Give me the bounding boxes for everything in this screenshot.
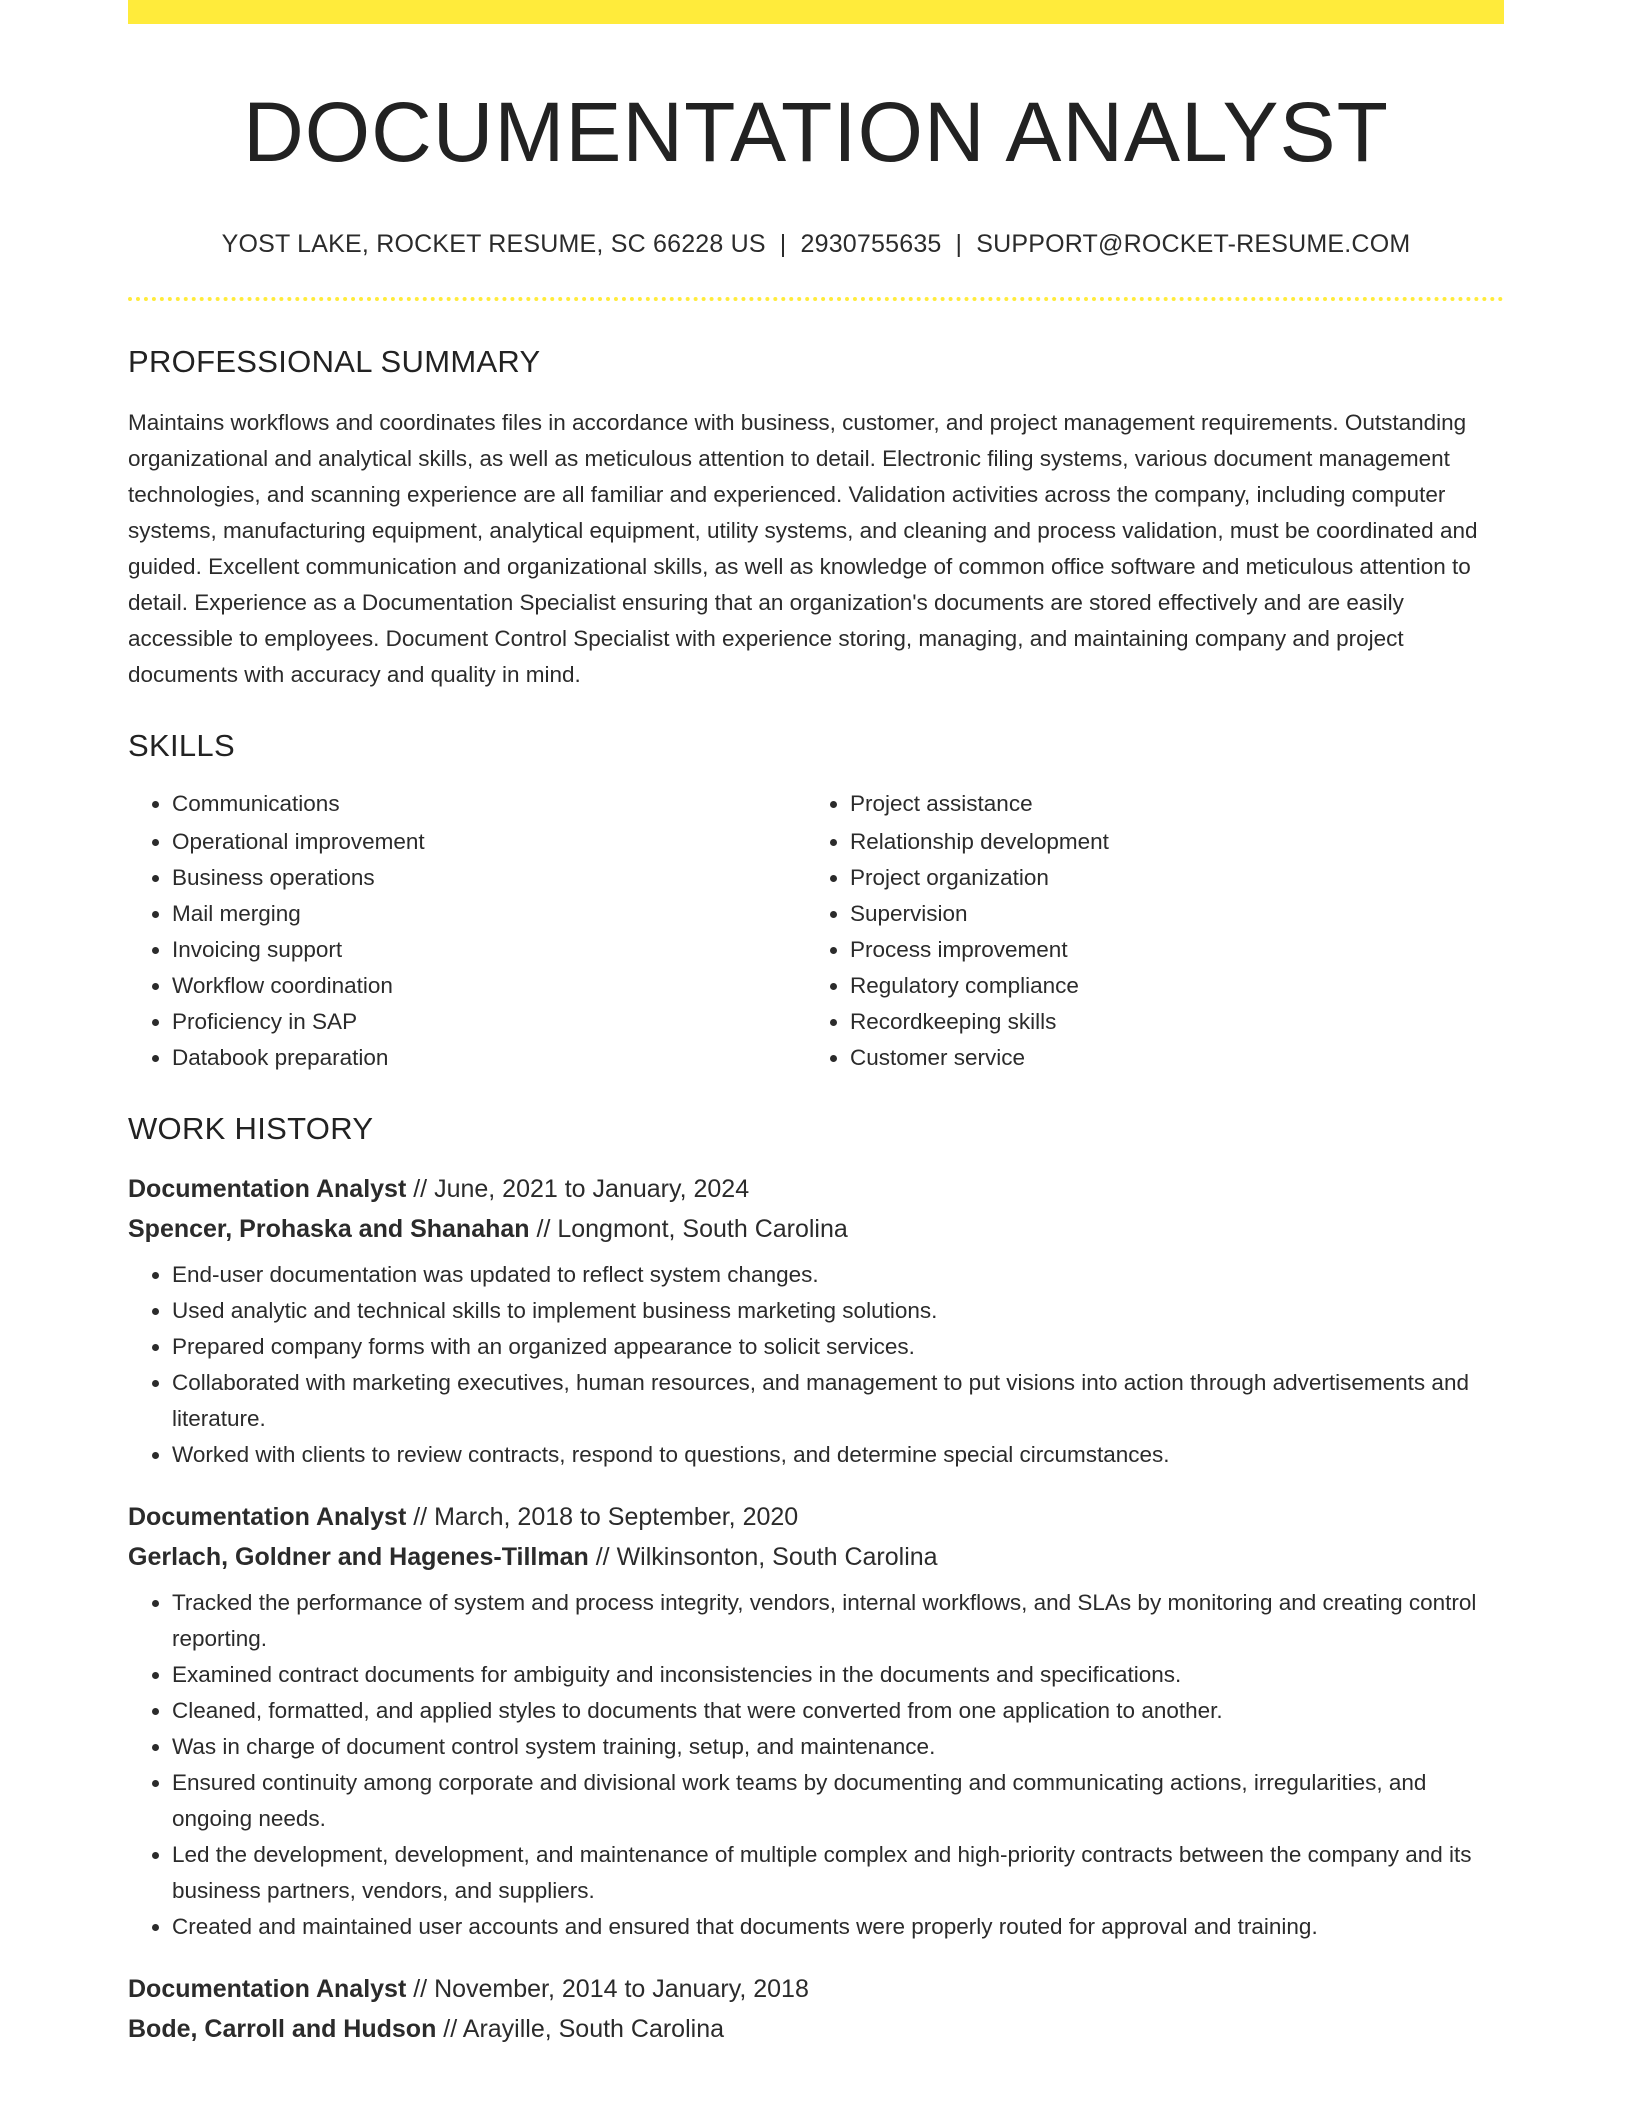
job-dates: // March, 2018 to September, 2020	[406, 1502, 799, 1531]
skill-item: • Regulatory compliance	[850, 968, 1484, 1004]
job-bullet: • Was in charge of document control system training, setup, and maintenance.	[172, 1729, 1504, 1765]
resume-title: DOCUMENTATION ANALYST	[243, 85, 1389, 179]
contact-address: YOST LAKE, ROCKET RESUME, SC 66228 US	[221, 230, 766, 259]
summary-text: Maintains workflows and coordinates files in accordance with business, customer, and project management requirements. Outstanding organizational and analytical skills, as well as meticulous attention to detail. Electronic filing systems, various document management technologies, and scanning experience are all familiar and experienced. Validation activities across the company, including computer systems, manufacturing equipment, analytical equipment, utility systems, and cleaning and process validation, must be coordinated and guided. Excellent communication and organizational skills, as well as knowledge of common office software and meticulous attention to detail. Experience as a Documentation Specialist ensuring that an organization's documents are stored effectively and are easily accessible to employees. Document Control Specialist with experience storing, managing, and maintaining company and project documents with accuracy and quality in mind.	[128, 409, 1478, 687]
job-company-line	[128, 2009, 1504, 2049]
job-entry	[128, 1169, 1504, 1473]
job-bullet: • Used analytic and technical skills to implement business marketing solutions.	[172, 1293, 1504, 1329]
job-bullet: • Examined contract documents for ambiguity and inconsistencies in the documents and specifications.	[172, 1657, 1504, 1693]
skill-item: • Databook preparation	[172, 1040, 806, 1076]
job-title-line	[128, 1169, 1504, 1209]
contact-line	[128, 230, 1504, 259]
job-bullets	[128, 1257, 1504, 1473]
job-company: Gerlach, Goldner and Hagenes-Tillman	[128, 1542, 589, 1571]
contact-email: SUPPORT@ROCKET-RESUME.COM	[976, 230, 1411, 259]
skill-item: • Supervision	[850, 896, 1484, 932]
skill-item: • Invoicing support	[172, 932, 806, 968]
job-bullet: • End-user documentation was updated to reflect system changes.	[172, 1257, 1504, 1293]
skill-item: • Business operations	[172, 860, 806, 896]
skills-list	[128, 786, 1504, 1076]
job-dates: // November, 2014 to January, 2018	[406, 1974, 809, 2003]
skill-item: • Workflow coordination	[172, 968, 806, 1004]
job-company-line	[128, 1537, 1504, 1577]
skill-item: • Recordkeeping skills	[850, 1004, 1484, 1040]
job-bullets	[128, 1585, 1504, 1945]
job-bullet: • Worked with clients to review contracts, respond to questions, and determine special circumstances.	[172, 1437, 1504, 1473]
job-company-line	[128, 1209, 1504, 1249]
skill-item: • Project assistance	[850, 786, 1484, 822]
job-company: Bode, Carroll and Hudson	[128, 2014, 437, 2043]
skills-column-left	[128, 786, 806, 1076]
job-bullet: • Created and maintained user accounts and ensured that documents were properly routed for approval and training.	[172, 1909, 1504, 1945]
contact-separator: |	[955, 230, 963, 259]
job-company: Spencer, Prohaska and Shanahan	[128, 1214, 530, 1243]
job-location: // Arayille, South Carolina	[436, 2014, 725, 2043]
job-title-line	[128, 1497, 1504, 1537]
skills-heading: SKILLS	[128, 727, 235, 763]
dotted-divider	[128, 297, 1504, 301]
work-history-heading: WORK HISTORY	[128, 1110, 374, 1146]
job-bullet: • Tracked the performance of system and process integrity, vendors, internal workflows, and SLAs by monitoring and creating control reporting.	[172, 1585, 1504, 1657]
job-location: // Wilkinsonton, South Carolina	[588, 1542, 938, 1571]
contact-separator: |	[779, 230, 787, 259]
work-history-list	[128, 1169, 1504, 2049]
summary-heading: PROFESSIONAL SUMMARY	[128, 344, 541, 380]
skill-item: • Project organization	[850, 860, 1484, 896]
job-bullet: • Cleaned, formatted, and applied styles to documents that were converted from one application to another.	[172, 1693, 1504, 1729]
job-title: Documentation Analyst	[128, 1502, 407, 1531]
skill-item: • Customer service	[850, 1040, 1484, 1076]
skill-item: • Process improvement	[850, 932, 1484, 968]
job-bullet: • Collaborated with marketing executives, human resources, and management to put visions into action through advertisements and literature.	[172, 1365, 1504, 1437]
skill-item: • Communications	[172, 786, 806, 822]
accent-top-bar	[128, 0, 1504, 24]
contact-phone: 2930755635	[800, 230, 942, 259]
skill-item: • Mail merging	[172, 896, 806, 932]
job-title: Documentation Analyst	[128, 1174, 407, 1203]
skill-item: • Operational improvement	[172, 824, 806, 860]
job-bullet: • Led the development, development, and maintenance of multiple complex and high-priority contracts between the company and its business partners, vendors, and suppliers.	[172, 1837, 1504, 1909]
job-dates: // June, 2021 to January, 2024	[406, 1174, 750, 1203]
job-title-line	[128, 1969, 1504, 2009]
job-entry	[128, 1497, 1504, 1945]
job-bullet: • Ensured continuity among corporate and divisional work teams by documenting and communicating actions, irregularities, and ongoing needs.	[172, 1765, 1504, 1837]
job-entry	[128, 1969, 1504, 2049]
skill-item: • Relationship development	[850, 824, 1484, 860]
skills-column-right	[806, 786, 1484, 1076]
skill-item: • Proficiency in SAP	[172, 1004, 806, 1040]
resume-page	[128, 0, 1504, 2049]
job-bullet: • Prepared company forms with an organized appearance to solicit services.	[172, 1329, 1504, 1365]
job-title: Documentation Analyst	[128, 1974, 407, 2003]
job-location: // Longmont, South Carolina	[529, 1214, 848, 1243]
